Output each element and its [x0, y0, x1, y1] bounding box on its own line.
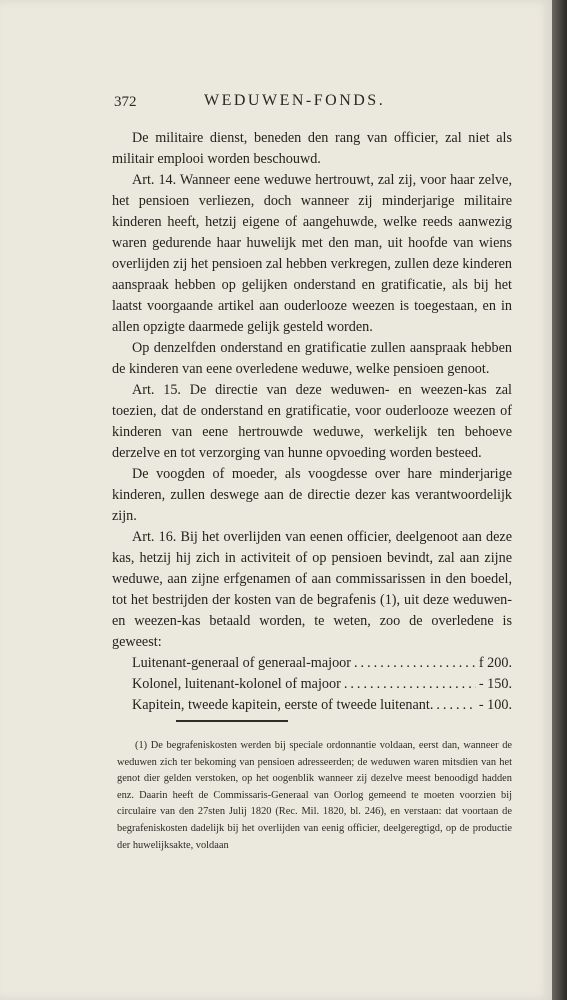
leader-dots: [354, 653, 476, 674]
cost-label: Kapitein, tweede kapitein, eerste of tweede luitenant.: [132, 697, 434, 713]
page-number: 372: [114, 94, 137, 110]
paragraph-article-14: Art. 14. Wanneer eene weduwe hertrouwt, zal zij, voor haar zelve, het pensioen verliezen, doch wanneer zij minderjarige militaire kinderen heeft, hetzij eigene of aangehuwde, welke reeds aanwezig waren gedurende haar huwelijk met den man, uit hoofde van wiens overlijden zij het pensioen zal hebben verkregen, zullen deze kinderen aanspraak hebben op gelijken onderstand en gratificatie, als bij het laatst voorgaande artikel aan ouderlooze weezen is toegestaan, en in allen opzigte daarmede gelijk gesteld worden.: [112, 172, 512, 335]
running-title: WEDUWEN-FONDS.: [204, 92, 386, 109]
paragraph-article-15: Art. 15. De directie van deze weduwen- en weezen-kas zal toezien, dat de onderstand en gratificatie, voor ouderlooze weezen of kinderen van eene hertrouwde weduwe, werkelijk ten behoeve derzelve en tot verzorging van hunne opvoeding worden besteed.: [112, 382, 512, 461]
cost-label: Luitenant-generaal of generaal-majoor: [132, 655, 351, 671]
cost-line: [112, 674, 512, 695]
cost-amount: - 100.: [478, 697, 512, 713]
page-header: [114, 92, 512, 118]
cost-amount: - 150.: [478, 676, 512, 692]
footnote: [117, 738, 512, 854]
cost-line: [112, 653, 512, 674]
cost-label: Kolonel, luitenant-kolonel of majoor: [132, 676, 341, 692]
page-edge-shadow: [552, 0, 567, 1000]
paragraph-military-service: De militaire dienst, beneden den rang van officier, zal niet als militair emplooi worden beschouwd.: [112, 130, 512, 167]
footnote-text: (1) De begrafeniskosten werden bij speciale ordonnantie voldaan, eerst dan, wanneer de weduwen zich ter bekoming van pensioen adresseerden; de weduwen waren mitsdien van het genot dier gelden verstoken, op het oogenblik wanneer zij dezelve meest benoodigd hadden enz. Daarin heeft de Commissaris-Generaal van Oorlog gemeend te moeten voorzien bij circulaire van den 27sten Julij 1820 (Rec. Mil. 1820, bl. 246), en verstaan: dat voortaan de begrafeniskosten dadelijk bij het overlijden van eenig officier, deelgeregtigd, op de productie der huwelijksakte, voldaan: [117, 740, 512, 851]
paragraph-widow-children: Op denzelfden onderstand en gratificatie zullen aanspraak hebben de kinderen van eene overledene weduwe, welke pensioen genoot.: [112, 340, 512, 377]
leader-dots: [344, 674, 476, 695]
leader-dots: [436, 695, 476, 716]
paragraph-guardians: De voogden of moeder, als voogdesse over hare minderjarige kinderen, zullen deswege aan de directie dezer kas verantwoordelijk zijn.: [112, 466, 512, 524]
body-text: [112, 128, 512, 716]
cost-amount: f 200.: [478, 655, 512, 671]
footnote-divider: [176, 720, 288, 722]
paragraph-article-16: Art. 16. Bij het overlijden van eenen officier, deelgenoot aan deze kas, hetzij hij zich in activiteit of op pensioen bevindt, zal aan zijne weduwe, aan zijne erfgenamen of aan commissarissen in den boedel, tot het bestrijden der kosten van de begrafenis (1), uit deze weduwen- en weezen-kas betaald worden, te weten, zoo de overledene is geweest:: [112, 529, 512, 650]
cost-line: [112, 695, 512, 716]
